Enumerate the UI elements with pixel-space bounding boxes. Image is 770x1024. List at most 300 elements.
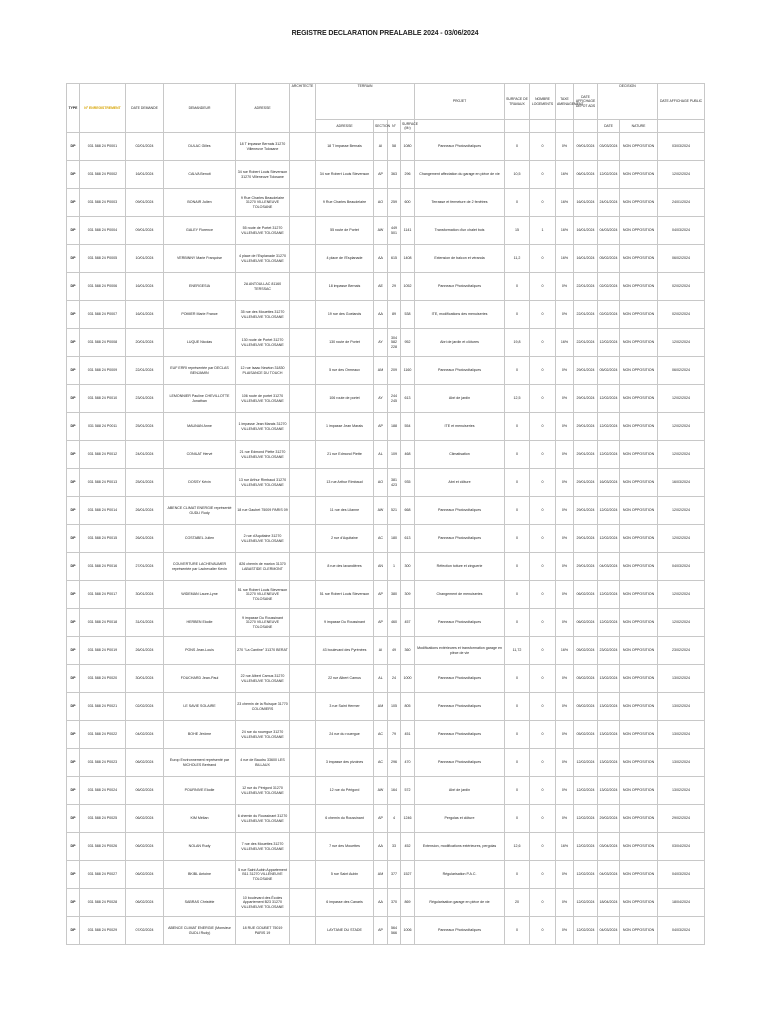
cell-decision-date: 29/02/2024 bbox=[598, 805, 620, 833]
cell-taxe: 0% bbox=[556, 441, 574, 469]
cell-date-demande: 16/01/2024 bbox=[126, 301, 164, 329]
header-surface-terrain: SURFACE (M²) bbox=[401, 120, 415, 133]
cell-terrain-adresse: 8 rue des lavandières bbox=[316, 553, 374, 581]
cell-date-affichage: 06/01/2024 bbox=[574, 161, 598, 189]
cell-architecte bbox=[290, 637, 316, 665]
cell-projet: Modifications extérieures et transformation garage en pièce de vie bbox=[415, 637, 505, 665]
cell-architecte bbox=[290, 525, 316, 553]
cell-nature: NON OPPOSITION bbox=[620, 245, 658, 273]
cell-surface-terrain: 805 bbox=[401, 693, 415, 721]
cell-num: 031 588 24 P0027 bbox=[80, 861, 126, 889]
cell-architecte bbox=[290, 245, 316, 273]
cell-adresse: 106 route de portet 31270 VILLENEUVE TOLOSANE bbox=[236, 385, 290, 413]
cell-demandeur: Europ Environnement représenté par NICHOLES Bertrand bbox=[164, 749, 236, 777]
cell-surface: 0 bbox=[505, 189, 530, 217]
cell-surface-terrain: 360 bbox=[401, 637, 415, 665]
cell-projet: Panneaux Photovoltaïques bbox=[415, 749, 505, 777]
cell-date-demande: 06/02/2024 bbox=[126, 861, 164, 889]
cell-surface: 0 bbox=[505, 301, 530, 329]
cell-nature: NON OPPOSITION bbox=[620, 889, 658, 917]
cell-architecte bbox=[290, 273, 316, 301]
cell-date-affichage: 12/02/2024 bbox=[574, 805, 598, 833]
cell-type: DP bbox=[67, 609, 80, 637]
cell-taxe: 0% bbox=[556, 497, 574, 525]
cell-surface-terrain: 1141 bbox=[401, 217, 415, 245]
cell-surface-terrain: 1160 bbox=[401, 357, 415, 385]
cell-taxe: 16% bbox=[556, 217, 574, 245]
cell-demandeur: COUVERTURE LACHEVAUMER représentée par Lachevalier Kevin bbox=[164, 553, 236, 581]
header-spacer bbox=[415, 120, 505, 133]
cell-nature: NON OPPOSITION bbox=[620, 693, 658, 721]
cell-taxe: 0% bbox=[556, 665, 574, 693]
header-date-demande: DATE DEMANDE bbox=[126, 84, 164, 133]
cell-surface-terrain: 1080 bbox=[401, 133, 415, 161]
cell-numero: 4 bbox=[388, 805, 401, 833]
cell-adresse: 1 impasse Jean Marais 31270 VILLENEUVE TOLOSANE bbox=[236, 413, 290, 441]
header-spacer bbox=[574, 120, 598, 133]
cell-demandeur: PONS Jean-Louis bbox=[164, 637, 236, 665]
cell-date-public: 02/02/2024 bbox=[658, 301, 705, 329]
cell-demandeur: BONAIR Julien bbox=[164, 189, 236, 217]
cell-numero: 460 bbox=[388, 609, 401, 637]
cell-taxe: 16% bbox=[556, 189, 574, 217]
cell-numero: 244 245 bbox=[388, 385, 401, 413]
table-row bbox=[67, 525, 705, 553]
cell-nature: NON OPPOSITION bbox=[620, 133, 658, 161]
cell-date-demande: 09/01/2024 bbox=[126, 217, 164, 245]
header-demandeur: DEMANDEUR bbox=[164, 84, 236, 133]
cell-surface-terrain: 452 bbox=[401, 833, 415, 861]
cell-date-demande: 23/01/2024 bbox=[126, 385, 164, 413]
cell-terrain-adresse: 43 boulevard des Pyrénées bbox=[316, 637, 374, 665]
cell-numero: 259 bbox=[388, 189, 401, 217]
cell-nature: NON OPPOSITION bbox=[620, 581, 658, 609]
table-row bbox=[67, 805, 705, 833]
cell-decision-date: 13/02/2024 bbox=[598, 777, 620, 805]
cell-projet: ITE et menuiseries bbox=[415, 413, 505, 441]
header-numero: N° bbox=[388, 120, 401, 133]
cell-section: AM bbox=[374, 357, 388, 385]
cell-section: AY bbox=[374, 385, 388, 413]
table-row bbox=[67, 861, 705, 889]
cell-surface: 0 bbox=[505, 553, 530, 581]
cell-demandeur: GALEY Florence bbox=[164, 217, 236, 245]
cell-type: DP bbox=[67, 357, 80, 385]
cell-projet: Panneaux Photovoltaïques bbox=[415, 273, 505, 301]
table-row bbox=[67, 469, 705, 497]
cell-adresse: 21 rue Edmond Piette 31270 VILLENEUVE TOLOSANE bbox=[236, 441, 290, 469]
header-terrain: TERRAIN bbox=[316, 84, 415, 120]
cell-date-affichage: 22/01/2024 bbox=[574, 329, 598, 357]
cell-numero: 33 bbox=[388, 833, 401, 861]
cell-section: AL bbox=[374, 665, 388, 693]
cell-section: AO bbox=[374, 189, 388, 217]
cell-numero: 109 bbox=[388, 441, 401, 469]
cell-nature: NON OPPOSITION bbox=[620, 917, 658, 945]
cell-section: AP bbox=[374, 917, 388, 945]
cell-taxe: 0% bbox=[556, 693, 574, 721]
cell-surface-terrain: 572 bbox=[401, 777, 415, 805]
cell-date-public: 12/02/2024 bbox=[658, 581, 705, 609]
cell-date-demande: 16/01/2024 bbox=[126, 273, 164, 301]
cell-surface-terrain: 309 bbox=[401, 581, 415, 609]
cell-architecte bbox=[290, 329, 316, 357]
cell-decision-date: 05/02/2024 bbox=[598, 245, 620, 273]
cell-surface: 0 bbox=[505, 777, 530, 805]
header-spacer bbox=[658, 120, 705, 133]
cell-projet: Panneaux Photovoltaïques bbox=[415, 497, 505, 525]
cell-date-demande: 09/01/2024 bbox=[126, 189, 164, 217]
cell-architecte bbox=[290, 357, 316, 385]
cell-num: 031 588 24 P0028 bbox=[80, 889, 126, 917]
cell-date-affichage: 06/02/2024 bbox=[574, 581, 598, 609]
table-row bbox=[67, 441, 705, 469]
cell-adresse: 23 chemin de la Ruisque 31770 COLOMIERS bbox=[236, 693, 290, 721]
cell-numero: 79 bbox=[388, 721, 401, 749]
cell-terrain-adresse: 21 rue Edmond Piette bbox=[316, 441, 374, 469]
table-row bbox=[67, 917, 705, 945]
cell-demandeur: POMIER Marie France bbox=[164, 301, 236, 329]
cell-numero: 209 bbox=[388, 357, 401, 385]
cell-nature: NON OPPOSITION bbox=[620, 833, 658, 861]
cell-date-demande: 10/01/2024 bbox=[126, 245, 164, 273]
table-row bbox=[67, 721, 705, 749]
cell-date-affichage: 29/01/2024 bbox=[574, 357, 598, 385]
cell-taxe: 0% bbox=[556, 861, 574, 889]
cell-surface-terrain: 613 bbox=[401, 385, 415, 413]
cell-taxe: 16% bbox=[556, 833, 574, 861]
cell-logements: 0 bbox=[530, 525, 556, 553]
cell-surface-terrain: 1052 bbox=[401, 273, 415, 301]
cell-taxe: 0% bbox=[556, 777, 574, 805]
cell-date-demande: 06/02/2024 bbox=[126, 889, 164, 917]
cell-date-demande: 25/01/2024 bbox=[126, 413, 164, 441]
cell-date-public: 06/02/2024 bbox=[658, 357, 705, 385]
cell-section: AA bbox=[374, 889, 388, 917]
cell-date-public: 13/02/2024 bbox=[658, 665, 705, 693]
cell-surface: 11,72 bbox=[505, 637, 530, 665]
cell-date-affichage: 12/02/2024 bbox=[574, 749, 598, 777]
cell-adresse: 9 Rue Charles Beaudelaire 31270 VILLENEUVE TOLOSANE bbox=[236, 189, 290, 217]
cell-date-public: 18/04/2024 bbox=[658, 889, 705, 917]
cell-date-public: 12/02/2024 bbox=[658, 525, 705, 553]
cell-projet: Abri de jardin bbox=[415, 385, 505, 413]
cell-decision-date: 04/03/2024 bbox=[598, 553, 620, 581]
cell-logements: 0 bbox=[530, 581, 556, 609]
cell-decision-date: 12/02/2024 bbox=[598, 161, 620, 189]
cell-type: DP bbox=[67, 889, 80, 917]
cell-type: DP bbox=[67, 301, 80, 329]
cell-adresse: 12 rue du Périgord 31270 VILLENEUVE TOLOSANE bbox=[236, 777, 290, 805]
cell-logements: 0 bbox=[530, 805, 556, 833]
cell-terrain-adresse: 12 rue du Périgord bbox=[316, 777, 374, 805]
cell-adresse: 9 impasse Du Roussinant 31270 VILLENEUVE TOLOSANE bbox=[236, 609, 290, 637]
header-taxe: TAXE AMENAGEMENT bbox=[556, 84, 574, 120]
cell-numero: 381 423 bbox=[388, 469, 401, 497]
cell-logements: 0 bbox=[530, 133, 556, 161]
cell-nature: NON OPPOSITION bbox=[620, 553, 658, 581]
cell-type: DP bbox=[67, 721, 80, 749]
cell-terrain-adresse: 130 route de Portet bbox=[316, 329, 374, 357]
header-date-affichage-public: DATE AFFICHAGE PUBLIC bbox=[658, 84, 705, 120]
cell-architecte bbox=[290, 861, 316, 889]
cell-num: 031 588 24 P0014 bbox=[80, 497, 126, 525]
cell-logements: 1 bbox=[530, 217, 556, 245]
cell-logements: 0 bbox=[530, 189, 556, 217]
cell-surface-terrain: 1246 bbox=[401, 805, 415, 833]
cell-decision-date: 18/04/2024 bbox=[598, 889, 620, 917]
cell-terrain-adresse: 51 rue Robert Louis Stevenson bbox=[316, 581, 374, 609]
cell-section: AO bbox=[374, 469, 388, 497]
header-spacer bbox=[530, 120, 556, 133]
cell-num: 031 588 24 P0020 bbox=[80, 665, 126, 693]
header-section: SECTION bbox=[374, 120, 388, 133]
header-projet: PROJET bbox=[415, 84, 505, 120]
cell-date-public: 13/02/2024 bbox=[658, 721, 705, 749]
cell-date-public: 13/02/2024 bbox=[658, 777, 705, 805]
cell-type: DP bbox=[67, 497, 80, 525]
cell-section: AP bbox=[374, 413, 388, 441]
cell-surface: 0 bbox=[505, 721, 530, 749]
cell-nature: NON OPPOSITION bbox=[620, 665, 658, 693]
cell-date-public: 23/02/2024 bbox=[658, 637, 705, 665]
cell-demandeur: LUQUE Nicolas bbox=[164, 329, 236, 357]
cell-architecte bbox=[290, 469, 316, 497]
cell-surface-terrain: 1006 bbox=[401, 917, 415, 945]
cell-adresse: 12 rue Isaac Newton 31830 PLAISANCE DU TOUCH bbox=[236, 357, 290, 385]
cell-section: AI bbox=[374, 133, 388, 161]
cell-nature: NON OPPOSITION bbox=[620, 329, 658, 357]
cell-numero: 370 bbox=[388, 889, 401, 917]
cell-date-affichage: 16/01/2024 bbox=[574, 245, 598, 273]
cell-nature: NON OPPOSITION bbox=[620, 497, 658, 525]
cell-demandeur: LEMONNIER Pauline CHEVILLOTTE Jonathan bbox=[164, 385, 236, 413]
cell-architecte bbox=[290, 805, 316, 833]
cell-numero: 449 501 bbox=[388, 217, 401, 245]
cell-terrain-adresse: 3 rue Saint Hermer bbox=[316, 693, 374, 721]
cell-date-affichage: 16/01/2024 bbox=[574, 189, 598, 217]
table-row bbox=[67, 665, 705, 693]
cell-demandeur: BKIBL Antoine bbox=[164, 861, 236, 889]
table-row bbox=[67, 301, 705, 329]
cell-taxe: 0% bbox=[556, 805, 574, 833]
cell-taxe: 0% bbox=[556, 609, 574, 637]
cell-terrain-adresse: 9 impasse Du Roussinant bbox=[316, 609, 374, 637]
cell-num: 031 588 24 P0005 bbox=[80, 245, 126, 273]
cell-section: AW bbox=[374, 217, 388, 245]
cell-date-demande: 27/01/2024 bbox=[126, 553, 164, 581]
cell-date-demande: 26/01/2024 bbox=[126, 637, 164, 665]
cell-nature: NON OPPOSITION bbox=[620, 637, 658, 665]
cell-type: DP bbox=[67, 273, 80, 301]
cell-section: AN bbox=[374, 553, 388, 581]
cell-numero: 380 bbox=[388, 581, 401, 609]
cell-numero: 377 bbox=[388, 861, 401, 889]
cell-adresse: 10 boulevard des Écoles Appartement B23 31270 VILLENEUVE TOLOSANE bbox=[236, 889, 290, 917]
cell-projet: Panneaux Photovoltaïques bbox=[415, 133, 505, 161]
cell-decision-date: 23/02/2024 bbox=[598, 637, 620, 665]
cell-decision-date: 02/02/2024 bbox=[598, 301, 620, 329]
cell-decision-date: 02/02/2024 bbox=[598, 273, 620, 301]
cell-date-affichage: 29/01/2024 bbox=[574, 525, 598, 553]
cell-date-public: 12/02/2024 bbox=[658, 329, 705, 357]
cell-nature: NON OPPOSITION bbox=[620, 273, 658, 301]
cell-projet: Transformation d'un chalet bois bbox=[415, 217, 505, 245]
header-logements: NOMBRE LOGEMENTS bbox=[530, 84, 556, 120]
cell-date-public: 04/03/2024 bbox=[658, 217, 705, 245]
cell-terrain-adresse: 13 rue Arthur Rimbaud bbox=[316, 469, 374, 497]
cell-section: AM bbox=[374, 693, 388, 721]
cell-num: 031 588 24 P0001 bbox=[80, 133, 126, 161]
cell-logements: 0 bbox=[530, 329, 556, 357]
header-num: N° ENREGISTREMENT bbox=[80, 84, 126, 133]
cell-date-public: 03/03/2024 bbox=[658, 133, 705, 161]
cell-adresse: 35 rue des Mouettes 31270 VILLENEUVE TOLOSANE bbox=[236, 301, 290, 329]
cell-taxe: 16% bbox=[556, 161, 574, 189]
cell-num: 031 588 24 P0006 bbox=[80, 273, 126, 301]
cell-type: DP bbox=[67, 245, 80, 273]
cell-num: 031 588 24 P0015 bbox=[80, 525, 126, 553]
cell-date-affichage: 12/02/2024 bbox=[574, 777, 598, 805]
cell-logements: 0 bbox=[530, 385, 556, 413]
cell-demandeur: HERBEN Elodie bbox=[164, 609, 236, 637]
cell-surface-terrain: 600 bbox=[401, 189, 415, 217]
table-row bbox=[67, 357, 705, 385]
table-row bbox=[67, 581, 705, 609]
cell-date-demande: 06/02/2024 bbox=[126, 749, 164, 777]
table-row bbox=[67, 329, 705, 357]
cell-adresse: 2 rue d'Aquitaine 31270 VILLENEUVE TOLOSANE bbox=[236, 525, 290, 553]
cell-decision-date: 12/02/2024 bbox=[598, 329, 620, 357]
cell-nature: NON OPPOSITION bbox=[620, 217, 658, 245]
cell-surface: 0 bbox=[505, 693, 530, 721]
cell-demandeur: EUF ERRI représentée par DECLAS BENJAMIN bbox=[164, 357, 236, 385]
table-row bbox=[67, 693, 705, 721]
cell-demandeur: FOUCHARD Jean-Paul bbox=[164, 665, 236, 693]
cell-adresse: 13 rue Arthur Rimbaud 31270 VILLENEUVE TOLOSANE bbox=[236, 469, 290, 497]
cell-decision-date: 13/02/2024 bbox=[598, 721, 620, 749]
cell-projet: Régularisation P.A.C. bbox=[415, 861, 505, 889]
cell-type: DP bbox=[67, 553, 80, 581]
cell-surface-terrain: 1408 bbox=[401, 245, 415, 273]
header-date: DATE bbox=[598, 120, 620, 133]
cell-decision-date: 03/03/2024 bbox=[598, 133, 620, 161]
cell-architecte bbox=[290, 777, 316, 805]
cell-logements: 0 bbox=[530, 777, 556, 805]
table-row bbox=[67, 889, 705, 917]
cell-surface-terrain: 300 bbox=[401, 553, 415, 581]
cell-nature: NON OPPOSITION bbox=[620, 385, 658, 413]
cell-decision-date: 12/02/2024 bbox=[598, 609, 620, 637]
cell-date-demande: 30/01/2024 bbox=[126, 665, 164, 693]
cell-terrain-adresse: 55 route de Portet bbox=[316, 217, 374, 245]
cell-projet: Réfection toiture et zinguerie bbox=[415, 553, 505, 581]
cell-terrain-adresse: 18 T impasse Bernais bbox=[316, 133, 374, 161]
cell-adresse: 18 rue Gaubet 75009 PARIS 09 bbox=[236, 497, 290, 525]
cell-terrain-adresse: 3 impasse des pivoines bbox=[316, 749, 374, 777]
cell-num: 031 588 24 P0017 bbox=[80, 581, 126, 609]
cell-terrain-adresse: 5 rue Saint Aubin bbox=[316, 861, 374, 889]
cell-surface: 0 bbox=[505, 805, 530, 833]
cell-architecte bbox=[290, 497, 316, 525]
cell-logements: 0 bbox=[530, 413, 556, 441]
cell-num: 031 588 24 P0023 bbox=[80, 749, 126, 777]
cell-adresse: 5 rue Saint Aubin Appartement B11 31270 VILLENEUVE TOLOSANE bbox=[236, 861, 290, 889]
cell-numero: 564 566 bbox=[388, 917, 401, 945]
table-row bbox=[67, 777, 705, 805]
cell-taxe: 0% bbox=[556, 525, 574, 553]
cell-terrain-adresse: 18 impasse Bernais bbox=[316, 273, 374, 301]
cell-terrain-adresse: 9 Rue Charles Beaudelaire bbox=[316, 189, 374, 217]
cell-date-affichage: 12/02/2024 bbox=[574, 861, 598, 889]
cell-architecte bbox=[290, 161, 316, 189]
cell-architecte bbox=[290, 385, 316, 413]
header-surface: SURFACE DE TRAVAUX bbox=[505, 84, 530, 120]
cell-surface-terrain: 468 bbox=[401, 441, 415, 469]
cell-adresse: 826 chemin de marion 31370 LABASTIDE CLERMONT bbox=[236, 553, 290, 581]
header-date-affichage: DATE AFFICHAGE DEPOT ADS bbox=[574, 84, 598, 120]
cell-demandeur: SABRAS Christèle bbox=[164, 889, 236, 917]
cell-nature: NON OPPOSITION bbox=[620, 525, 658, 553]
cell-terrain-adresse: 5 rue des Ormeaux bbox=[316, 357, 374, 385]
cell-architecte bbox=[290, 189, 316, 217]
cell-architecte bbox=[290, 581, 316, 609]
cell-demandeur: COSTABEL Julien bbox=[164, 525, 236, 553]
cell-nature: NON OPPOSITION bbox=[620, 441, 658, 469]
table-row bbox=[67, 133, 705, 161]
cell-demandeur: CONILAT Hervé bbox=[164, 441, 236, 469]
cell-section: AC bbox=[374, 749, 388, 777]
cell-projet: ITE, modifications des menuiseries bbox=[415, 301, 505, 329]
cell-adresse: 4 place de l'Esplanade 31270 VILLENEUVE TOLOSANE bbox=[236, 245, 290, 273]
cell-section: AP bbox=[374, 805, 388, 833]
cell-numero: 24 bbox=[388, 665, 401, 693]
cell-architecte bbox=[290, 917, 316, 945]
cell-date-demande: 20/01/2024 bbox=[126, 329, 164, 357]
cell-numero: 58 bbox=[388, 133, 401, 161]
cell-surface: 0 bbox=[505, 749, 530, 777]
table-row bbox=[67, 245, 705, 273]
cell-projet: Panneaux Photovoltaïques bbox=[415, 357, 505, 385]
cell-num: 031 588 24 P0021 bbox=[80, 693, 126, 721]
cell-section: AW bbox=[374, 777, 388, 805]
cell-architecte bbox=[290, 833, 316, 861]
cell-numero: 1 bbox=[388, 553, 401, 581]
cell-date-affichage: 12/02/2024 bbox=[574, 889, 598, 917]
cell-logements: 0 bbox=[530, 497, 556, 525]
cell-decision-date: 12/02/2024 bbox=[598, 441, 620, 469]
cell-terrain-adresse: 106 route de portet bbox=[316, 385, 374, 413]
cell-projet: Panneaux Photovoltaïques bbox=[415, 609, 505, 637]
header-spacer bbox=[505, 120, 530, 133]
header-terrain-adresse: ADRESSE bbox=[316, 120, 374, 133]
cell-date-public: 13/02/2024 bbox=[658, 693, 705, 721]
cell-adresse: 55 route de Portet 31270 VILLENEUVE TOLOSANE bbox=[236, 217, 290, 245]
cell-decision-date: 13/02/2024 bbox=[598, 693, 620, 721]
cell-date-public: 12/02/2024 bbox=[658, 385, 705, 413]
cell-terrain-adresse: 24 rue du rouergue bbox=[316, 721, 374, 749]
cell-date-demande: 22/01/2024 bbox=[126, 357, 164, 385]
cell-nature: NON OPPOSITION bbox=[620, 721, 658, 749]
cell-nature: NON OPPOSITION bbox=[620, 805, 658, 833]
cell-date-demande: 02/02/2024 bbox=[126, 693, 164, 721]
table-row bbox=[67, 749, 705, 777]
cell-date-affichage: 09/01/2024 bbox=[574, 133, 598, 161]
cell-nature: NON OPPOSITION bbox=[620, 861, 658, 889]
cell-taxe: 0% bbox=[556, 385, 574, 413]
cell-section: AC bbox=[374, 721, 388, 749]
cell-surface: 12,6 bbox=[505, 833, 530, 861]
